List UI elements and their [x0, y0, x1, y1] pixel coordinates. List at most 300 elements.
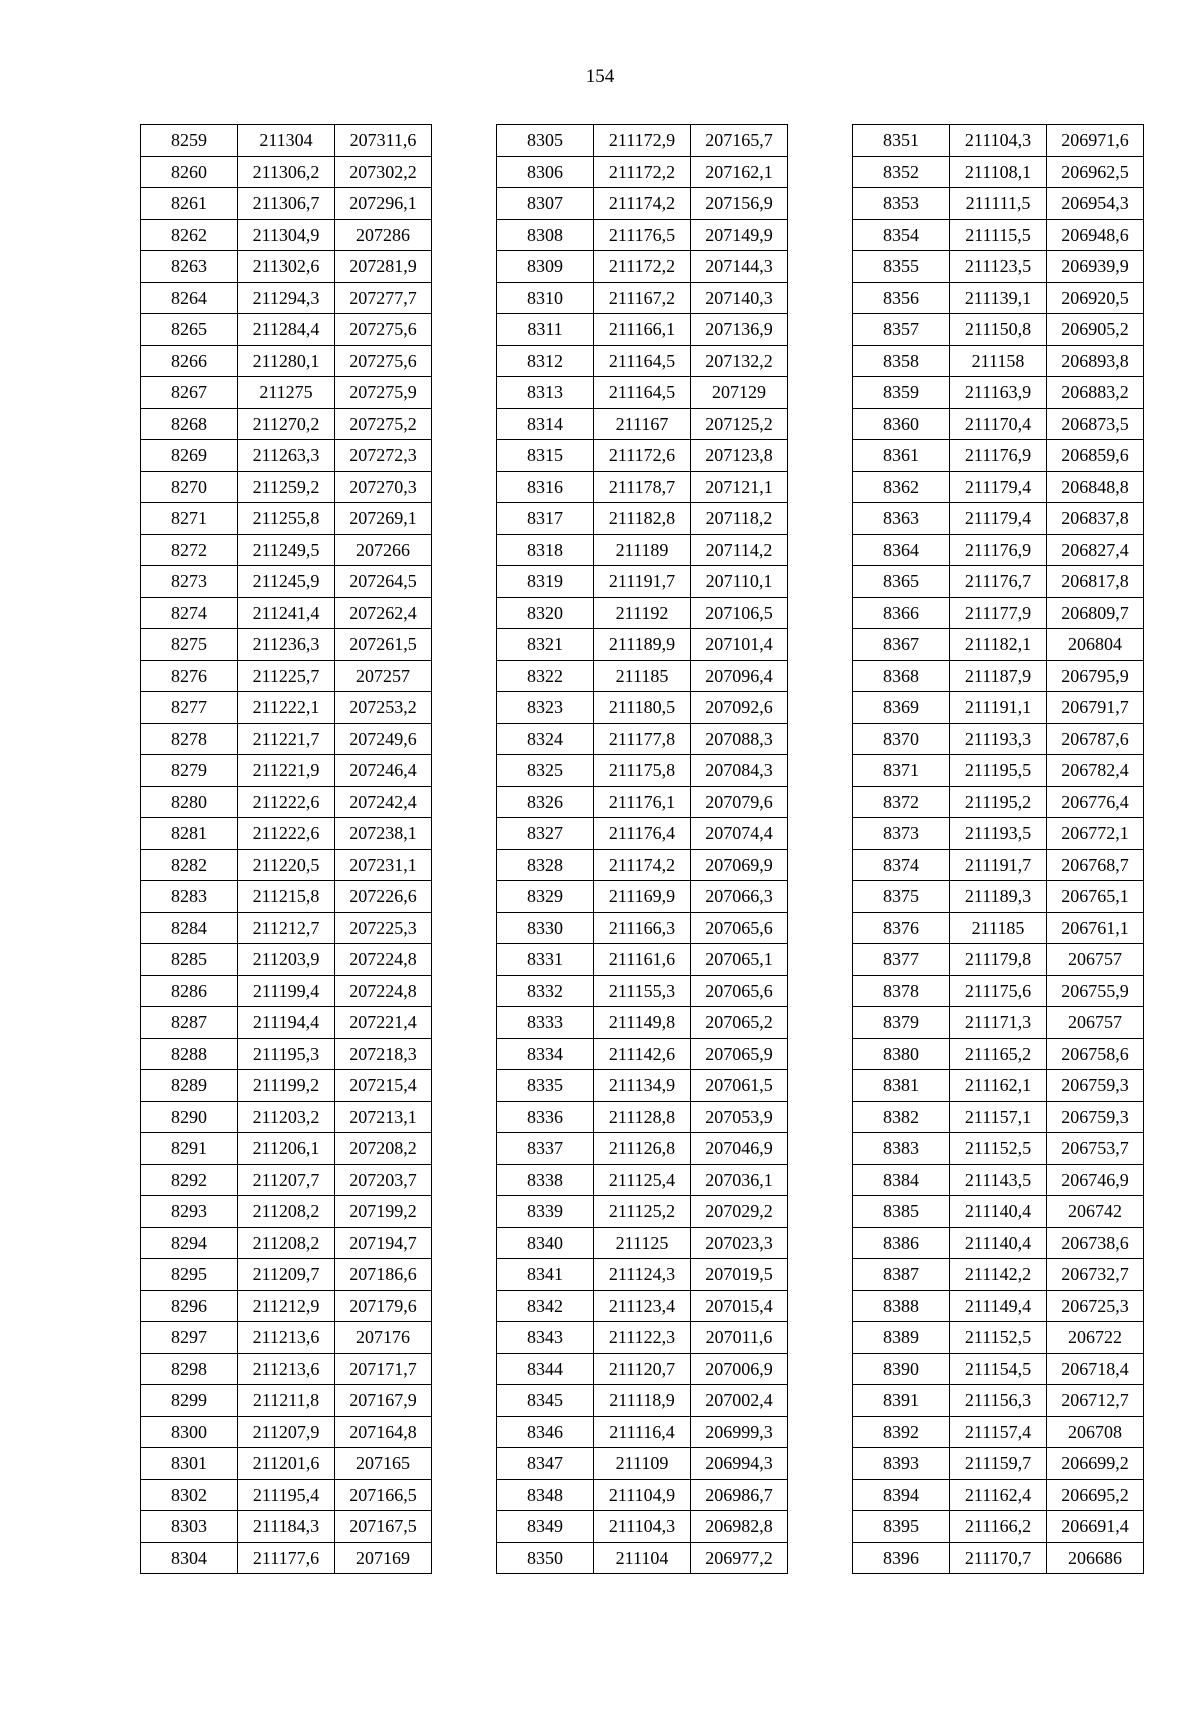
point-number-cell: 8353 — [853, 188, 950, 220]
x-coordinate-cell: 211199,4 — [238, 975, 335, 1007]
x-coordinate-cell: 211126,8 — [594, 1133, 691, 1165]
y-coordinate-cell: 207164,8 — [335, 1416, 432, 1448]
point-number-cell: 8362 — [853, 471, 950, 503]
y-coordinate-cell: 207231,1 — [335, 849, 432, 881]
table-row — [853, 282, 1144, 314]
y-coordinate-cell: 207167,5 — [335, 1511, 432, 1543]
table-row — [497, 1511, 788, 1543]
x-coordinate-cell: 211104 — [594, 1542, 691, 1574]
y-coordinate-cell: 206772,1 — [1047, 818, 1144, 850]
y-coordinate-cell: 207065,9 — [691, 1038, 788, 1070]
x-coordinate-cell: 211142,2 — [950, 1259, 1047, 1291]
table-row — [853, 1479, 1144, 1511]
y-coordinate-cell: 207125,2 — [691, 408, 788, 440]
table-row — [497, 377, 788, 409]
point-number-cell: 8272 — [141, 534, 238, 566]
y-coordinate-cell: 206755,9 — [1047, 975, 1144, 1007]
point-number-cell: 8384 — [853, 1164, 950, 1196]
point-number-cell: 8282 — [141, 849, 238, 881]
x-coordinate-cell: 211149,8 — [594, 1007, 691, 1039]
y-coordinate-cell: 207092,6 — [691, 692, 788, 724]
point-number-cell: 8390 — [853, 1353, 950, 1385]
table-row — [497, 156, 788, 188]
point-number-cell: 8321 — [497, 629, 594, 661]
y-coordinate-cell: 206948,6 — [1047, 219, 1144, 251]
point-number-cell: 8383 — [853, 1133, 950, 1165]
x-coordinate-cell: 211170,4 — [950, 408, 1047, 440]
y-coordinate-cell: 206738,6 — [1047, 1227, 1144, 1259]
table-row — [497, 1133, 788, 1165]
y-coordinate-cell: 207166,5 — [335, 1479, 432, 1511]
x-coordinate-cell: 211306,7 — [238, 188, 335, 220]
point-number-cell: 8394 — [853, 1479, 950, 1511]
table-row — [853, 1322, 1144, 1354]
x-coordinate-cell: 211157,4 — [950, 1416, 1047, 1448]
x-coordinate-cell: 211189,3 — [950, 881, 1047, 913]
table-row — [141, 1353, 432, 1385]
table-row — [141, 1511, 432, 1543]
point-number-cell: 8291 — [141, 1133, 238, 1165]
y-coordinate-cell: 206962,5 — [1047, 156, 1144, 188]
y-coordinate-cell: 206859,6 — [1047, 440, 1144, 472]
x-coordinate-cell: 211158 — [950, 345, 1047, 377]
point-number-cell: 8296 — [141, 1290, 238, 1322]
y-coordinate-cell: 207261,5 — [335, 629, 432, 661]
table-row — [497, 251, 788, 283]
x-coordinate-cell: 211172,2 — [594, 251, 691, 283]
point-number-cell: 8264 — [141, 282, 238, 314]
y-coordinate-cell: 207002,4 — [691, 1385, 788, 1417]
point-number-cell: 8300 — [141, 1416, 238, 1448]
x-coordinate-cell: 211157,1 — [950, 1101, 1047, 1133]
y-coordinate-cell: 206795,9 — [1047, 660, 1144, 692]
table-row — [853, 1416, 1144, 1448]
point-number-cell: 8382 — [853, 1101, 950, 1133]
point-number-cell: 8345 — [497, 1385, 594, 1417]
y-coordinate-cell: 207061,5 — [691, 1070, 788, 1102]
table-row — [141, 534, 432, 566]
x-coordinate-cell: 211221,9 — [238, 755, 335, 787]
y-coordinate-cell: 206982,8 — [691, 1511, 788, 1543]
x-coordinate-cell: 211203,9 — [238, 944, 335, 976]
x-coordinate-cell: 211159,7 — [950, 1448, 1047, 1480]
y-coordinate-cell: 206827,4 — [1047, 534, 1144, 566]
point-number-cell: 8343 — [497, 1322, 594, 1354]
y-coordinate-cell: 207242,4 — [335, 786, 432, 818]
table-row — [853, 219, 1144, 251]
y-coordinate-cell: 207208,2 — [335, 1133, 432, 1165]
y-coordinate-cell: 207269,1 — [335, 503, 432, 535]
point-number-cell: 8259 — [141, 125, 238, 157]
y-coordinate-cell: 206848,8 — [1047, 471, 1144, 503]
point-number-cell: 8391 — [853, 1385, 950, 1417]
point-number-cell: 8348 — [497, 1479, 594, 1511]
table-row — [853, 1511, 1144, 1543]
point-number-cell: 8299 — [141, 1385, 238, 1417]
y-coordinate-cell: 206994,3 — [691, 1448, 788, 1480]
point-number-cell: 8377 — [853, 944, 950, 976]
table-row — [853, 692, 1144, 724]
x-coordinate-cell: 211208,2 — [238, 1227, 335, 1259]
y-coordinate-cell: 207165 — [335, 1448, 432, 1480]
point-number-cell: 8392 — [853, 1416, 950, 1448]
point-number-cell: 8359 — [853, 377, 950, 409]
point-number-cell: 8338 — [497, 1164, 594, 1196]
table-row — [141, 503, 432, 535]
point-number-cell: 8283 — [141, 881, 238, 913]
x-coordinate-cell: 211182,1 — [950, 629, 1047, 661]
x-coordinate-cell: 211187,9 — [950, 660, 1047, 692]
table-row — [141, 944, 432, 976]
y-coordinate-cell: 207176 — [335, 1322, 432, 1354]
x-coordinate-cell: 211176,9 — [950, 534, 1047, 566]
y-coordinate-cell: 206791,7 — [1047, 692, 1144, 724]
point-number-cell: 8304 — [141, 1542, 238, 1574]
table-row — [141, 660, 432, 692]
table-row — [853, 1353, 1144, 1385]
table-row — [853, 377, 1144, 409]
x-coordinate-cell: 211149,4 — [950, 1290, 1047, 1322]
x-coordinate-cell: 211201,6 — [238, 1448, 335, 1480]
x-coordinate-cell: 211176,7 — [950, 566, 1047, 598]
x-coordinate-cell: 211140,4 — [950, 1196, 1047, 1228]
point-number-cell: 8308 — [497, 219, 594, 251]
x-coordinate-cell: 211241,4 — [238, 597, 335, 629]
y-coordinate-cell: 207281,9 — [335, 251, 432, 283]
point-number-cell: 8286 — [141, 975, 238, 1007]
table-row — [141, 1385, 432, 1417]
table-row — [853, 1133, 1144, 1165]
x-coordinate-cell: 211104,3 — [950, 125, 1047, 157]
x-coordinate-cell: 211195,2 — [950, 786, 1047, 818]
point-number-cell: 8260 — [141, 156, 238, 188]
point-number-cell: 8280 — [141, 786, 238, 818]
point-number-cell: 8332 — [497, 975, 594, 1007]
point-number-cell: 8268 — [141, 408, 238, 440]
y-coordinate-cell: 207302,2 — [335, 156, 432, 188]
point-number-cell: 8336 — [497, 1101, 594, 1133]
y-coordinate-cell: 207023,3 — [691, 1227, 788, 1259]
table-row — [497, 912, 788, 944]
table-row — [853, 1259, 1144, 1291]
y-coordinate-cell: 207167,9 — [335, 1385, 432, 1417]
point-number-cell: 8380 — [853, 1038, 950, 1070]
y-coordinate-cell: 206695,2 — [1047, 1479, 1144, 1511]
y-coordinate-cell: 206722 — [1047, 1322, 1144, 1354]
y-coordinate-cell: 207065,1 — [691, 944, 788, 976]
x-coordinate-cell: 211306,2 — [238, 156, 335, 188]
x-coordinate-cell: 211225,7 — [238, 660, 335, 692]
y-coordinate-cell: 207162,1 — [691, 156, 788, 188]
y-coordinate-cell: 207069,9 — [691, 849, 788, 881]
y-coordinate-cell: 207275,9 — [335, 377, 432, 409]
point-number-cell: 8387 — [853, 1259, 950, 1291]
y-coordinate-cell: 207238,1 — [335, 818, 432, 850]
point-number-cell: 8269 — [141, 440, 238, 472]
x-coordinate-cell: 211259,2 — [238, 471, 335, 503]
point-number-cell: 8372 — [853, 786, 950, 818]
table-row — [141, 188, 432, 220]
table-row — [853, 1290, 1144, 1322]
point-number-cell: 8386 — [853, 1227, 950, 1259]
x-coordinate-cell: 211116,4 — [594, 1416, 691, 1448]
point-number-cell: 8366 — [853, 597, 950, 629]
point-number-cell: 8270 — [141, 471, 238, 503]
table-row — [497, 692, 788, 724]
table-row — [141, 1101, 432, 1133]
point-number-cell: 8373 — [853, 818, 950, 850]
x-coordinate-cell: 211193,3 — [950, 723, 1047, 755]
y-coordinate-cell: 207262,4 — [335, 597, 432, 629]
x-coordinate-cell: 211249,5 — [238, 534, 335, 566]
x-coordinate-cell: 211162,1 — [950, 1070, 1047, 1102]
table-row — [497, 440, 788, 472]
table-row — [497, 660, 788, 692]
y-coordinate-cell: 207110,1 — [691, 566, 788, 598]
y-coordinate-cell: 207006,9 — [691, 1353, 788, 1385]
table-row — [853, 471, 1144, 503]
y-coordinate-cell: 206971,6 — [1047, 125, 1144, 157]
point-number-cell: 8281 — [141, 818, 238, 850]
table-row — [497, 849, 788, 881]
point-number-cell: 8301 — [141, 1448, 238, 1480]
y-coordinate-cell: 207121,1 — [691, 471, 788, 503]
x-coordinate-cell: 211194,4 — [238, 1007, 335, 1039]
table-row — [497, 1101, 788, 1133]
table-row — [497, 125, 788, 157]
point-number-cell: 8381 — [853, 1070, 950, 1102]
table-row — [497, 471, 788, 503]
y-coordinate-cell: 207224,8 — [335, 975, 432, 1007]
table-row — [141, 251, 432, 283]
x-coordinate-cell: 211170,7 — [950, 1542, 1047, 1574]
table-row — [853, 1038, 1144, 1070]
point-number-cell: 8389 — [853, 1322, 950, 1354]
y-coordinate-cell: 207036,1 — [691, 1164, 788, 1196]
table-row — [853, 755, 1144, 787]
y-coordinate-cell: 207088,3 — [691, 723, 788, 755]
table-row — [141, 723, 432, 755]
point-number-cell: 8263 — [141, 251, 238, 283]
point-number-cell: 8335 — [497, 1070, 594, 1102]
table-row — [497, 1038, 788, 1070]
x-coordinate-cell: 211176,9 — [950, 440, 1047, 472]
x-coordinate-cell: 211184,3 — [238, 1511, 335, 1543]
x-coordinate-cell: 211165,2 — [950, 1038, 1047, 1070]
x-coordinate-cell: 211211,8 — [238, 1385, 335, 1417]
point-number-cell: 8292 — [141, 1164, 238, 1196]
table-row — [497, 566, 788, 598]
x-coordinate-cell: 211177,8 — [594, 723, 691, 755]
point-number-cell: 8360 — [853, 408, 950, 440]
x-coordinate-cell: 211263,3 — [238, 440, 335, 472]
point-number-cell: 8311 — [497, 314, 594, 346]
y-coordinate-cell: 206757 — [1047, 1007, 1144, 1039]
y-coordinate-cell: 207156,9 — [691, 188, 788, 220]
coordinate-table-2 — [496, 124, 788, 1574]
table-row — [497, 1164, 788, 1196]
table-row — [853, 944, 1144, 976]
x-coordinate-cell: 211152,5 — [950, 1322, 1047, 1354]
x-coordinate-cell: 211174,2 — [594, 188, 691, 220]
point-number-cell: 8334 — [497, 1038, 594, 1070]
y-coordinate-cell: 207074,4 — [691, 818, 788, 850]
y-coordinate-cell: 206977,2 — [691, 1542, 788, 1574]
y-coordinate-cell: 206708 — [1047, 1416, 1144, 1448]
x-coordinate-cell: 211143,5 — [950, 1164, 1047, 1196]
y-coordinate-cell: 206757 — [1047, 944, 1144, 976]
table-row — [141, 1259, 432, 1291]
y-coordinate-cell: 207101,4 — [691, 629, 788, 661]
x-coordinate-cell: 211128,8 — [594, 1101, 691, 1133]
table-row — [141, 219, 432, 251]
point-number-cell: 8354 — [853, 219, 950, 251]
table-row — [497, 1479, 788, 1511]
table-row — [141, 314, 432, 346]
y-coordinate-cell: 207186,6 — [335, 1259, 432, 1291]
table-row — [853, 723, 1144, 755]
x-coordinate-cell: 211177,9 — [950, 597, 1047, 629]
x-coordinate-cell: 211154,5 — [950, 1353, 1047, 1385]
point-number-cell: 8303 — [141, 1511, 238, 1543]
x-coordinate-cell: 211284,4 — [238, 314, 335, 346]
point-number-cell: 8276 — [141, 660, 238, 692]
point-number-cell: 8274 — [141, 597, 238, 629]
x-coordinate-cell: 211213,6 — [238, 1353, 335, 1385]
x-coordinate-cell: 211191,7 — [950, 849, 1047, 881]
point-number-cell: 8330 — [497, 912, 594, 944]
y-coordinate-cell: 207144,3 — [691, 251, 788, 283]
y-coordinate-cell: 207225,3 — [335, 912, 432, 944]
point-number-cell: 8305 — [497, 125, 594, 157]
table-row — [141, 1070, 432, 1102]
point-number-cell: 8367 — [853, 629, 950, 661]
point-number-cell: 8278 — [141, 723, 238, 755]
x-coordinate-cell: 211122,3 — [594, 1322, 691, 1354]
y-coordinate-cell: 207149,9 — [691, 219, 788, 251]
table-row — [853, 1101, 1144, 1133]
x-coordinate-cell: 211174,2 — [594, 849, 691, 881]
point-number-cell: 8378 — [853, 975, 950, 1007]
y-coordinate-cell: 207275,6 — [335, 345, 432, 377]
x-coordinate-cell: 211123,4 — [594, 1290, 691, 1322]
table-row — [141, 156, 432, 188]
table-row — [141, 1038, 432, 1070]
y-coordinate-cell: 206718,4 — [1047, 1353, 1144, 1385]
point-number-cell: 8339 — [497, 1196, 594, 1228]
table-row — [853, 534, 1144, 566]
x-coordinate-cell: 211213,6 — [238, 1322, 335, 1354]
table-row — [141, 440, 432, 472]
point-number-cell: 8352 — [853, 156, 950, 188]
x-coordinate-cell: 211191,7 — [594, 566, 691, 598]
point-number-cell: 8261 — [141, 188, 238, 220]
y-coordinate-cell: 207132,2 — [691, 345, 788, 377]
x-coordinate-cell: 211139,1 — [950, 282, 1047, 314]
x-coordinate-cell: 211222,6 — [238, 818, 335, 850]
table-row — [497, 314, 788, 346]
point-number-cell: 8265 — [141, 314, 238, 346]
y-coordinate-cell: 207249,6 — [335, 723, 432, 755]
table-row — [497, 818, 788, 850]
point-number-cell: 8341 — [497, 1259, 594, 1291]
point-number-cell: 8361 — [853, 440, 950, 472]
table-row — [853, 251, 1144, 283]
table-row — [497, 345, 788, 377]
y-coordinate-cell: 207106,5 — [691, 597, 788, 629]
x-coordinate-cell: 211125 — [594, 1227, 691, 1259]
point-number-cell: 8327 — [497, 818, 594, 850]
table-row — [853, 1007, 1144, 1039]
x-coordinate-cell: 211208,2 — [238, 1196, 335, 1228]
x-coordinate-cell: 211304 — [238, 125, 335, 157]
y-coordinate-cell: 207194,7 — [335, 1227, 432, 1259]
table-row — [497, 534, 788, 566]
y-coordinate-cell: 207118,2 — [691, 503, 788, 535]
y-coordinate-cell: 206759,3 — [1047, 1101, 1144, 1133]
point-number-cell: 8350 — [497, 1542, 594, 1574]
y-coordinate-cell: 207275,6 — [335, 314, 432, 346]
table-row — [141, 345, 432, 377]
x-coordinate-cell: 211280,1 — [238, 345, 335, 377]
point-number-cell: 8273 — [141, 566, 238, 598]
y-coordinate-cell: 207275,2 — [335, 408, 432, 440]
point-number-cell: 8293 — [141, 1196, 238, 1228]
x-coordinate-cell: 211155,3 — [594, 975, 691, 1007]
y-coordinate-cell: 206954,3 — [1047, 188, 1144, 220]
table-row — [497, 188, 788, 220]
table-row — [141, 1322, 432, 1354]
table-row — [141, 818, 432, 850]
table-row — [853, 314, 1144, 346]
y-coordinate-cell: 207171,7 — [335, 1353, 432, 1385]
y-coordinate-cell: 207169 — [335, 1542, 432, 1574]
x-coordinate-cell: 211175,6 — [950, 975, 1047, 1007]
table-row — [141, 1416, 432, 1448]
table-row — [853, 1196, 1144, 1228]
x-coordinate-cell: 211167 — [594, 408, 691, 440]
point-number-cell: 8337 — [497, 1133, 594, 1165]
table-row — [141, 849, 432, 881]
point-number-cell: 8346 — [497, 1416, 594, 1448]
y-coordinate-cell: 206837,8 — [1047, 503, 1144, 535]
table-row — [141, 377, 432, 409]
x-coordinate-cell: 211199,2 — [238, 1070, 335, 1102]
point-number-cell: 8295 — [141, 1259, 238, 1291]
x-coordinate-cell: 211195,3 — [238, 1038, 335, 1070]
y-coordinate-cell: 207221,4 — [335, 1007, 432, 1039]
point-number-cell: 8275 — [141, 629, 238, 661]
table-row — [497, 1353, 788, 1385]
x-coordinate-cell: 211179,8 — [950, 944, 1047, 976]
point-number-cell: 8323 — [497, 692, 594, 724]
point-number-cell: 8318 — [497, 534, 594, 566]
y-coordinate-cell: 206905,2 — [1047, 314, 1144, 346]
table-row — [141, 975, 432, 1007]
point-number-cell: 8271 — [141, 503, 238, 535]
y-coordinate-cell: 207253,2 — [335, 692, 432, 724]
y-coordinate-cell: 207053,9 — [691, 1101, 788, 1133]
y-coordinate-cell: 207272,3 — [335, 440, 432, 472]
x-coordinate-cell: 211176,1 — [594, 786, 691, 818]
x-coordinate-cell: 211222,1 — [238, 692, 335, 724]
x-coordinate-cell: 211161,6 — [594, 944, 691, 976]
table-row — [853, 440, 1144, 472]
point-number-cell: 8312 — [497, 345, 594, 377]
x-coordinate-cell: 211302,6 — [238, 251, 335, 283]
point-number-cell: 8368 — [853, 660, 950, 692]
x-coordinate-cell: 211189,9 — [594, 629, 691, 661]
